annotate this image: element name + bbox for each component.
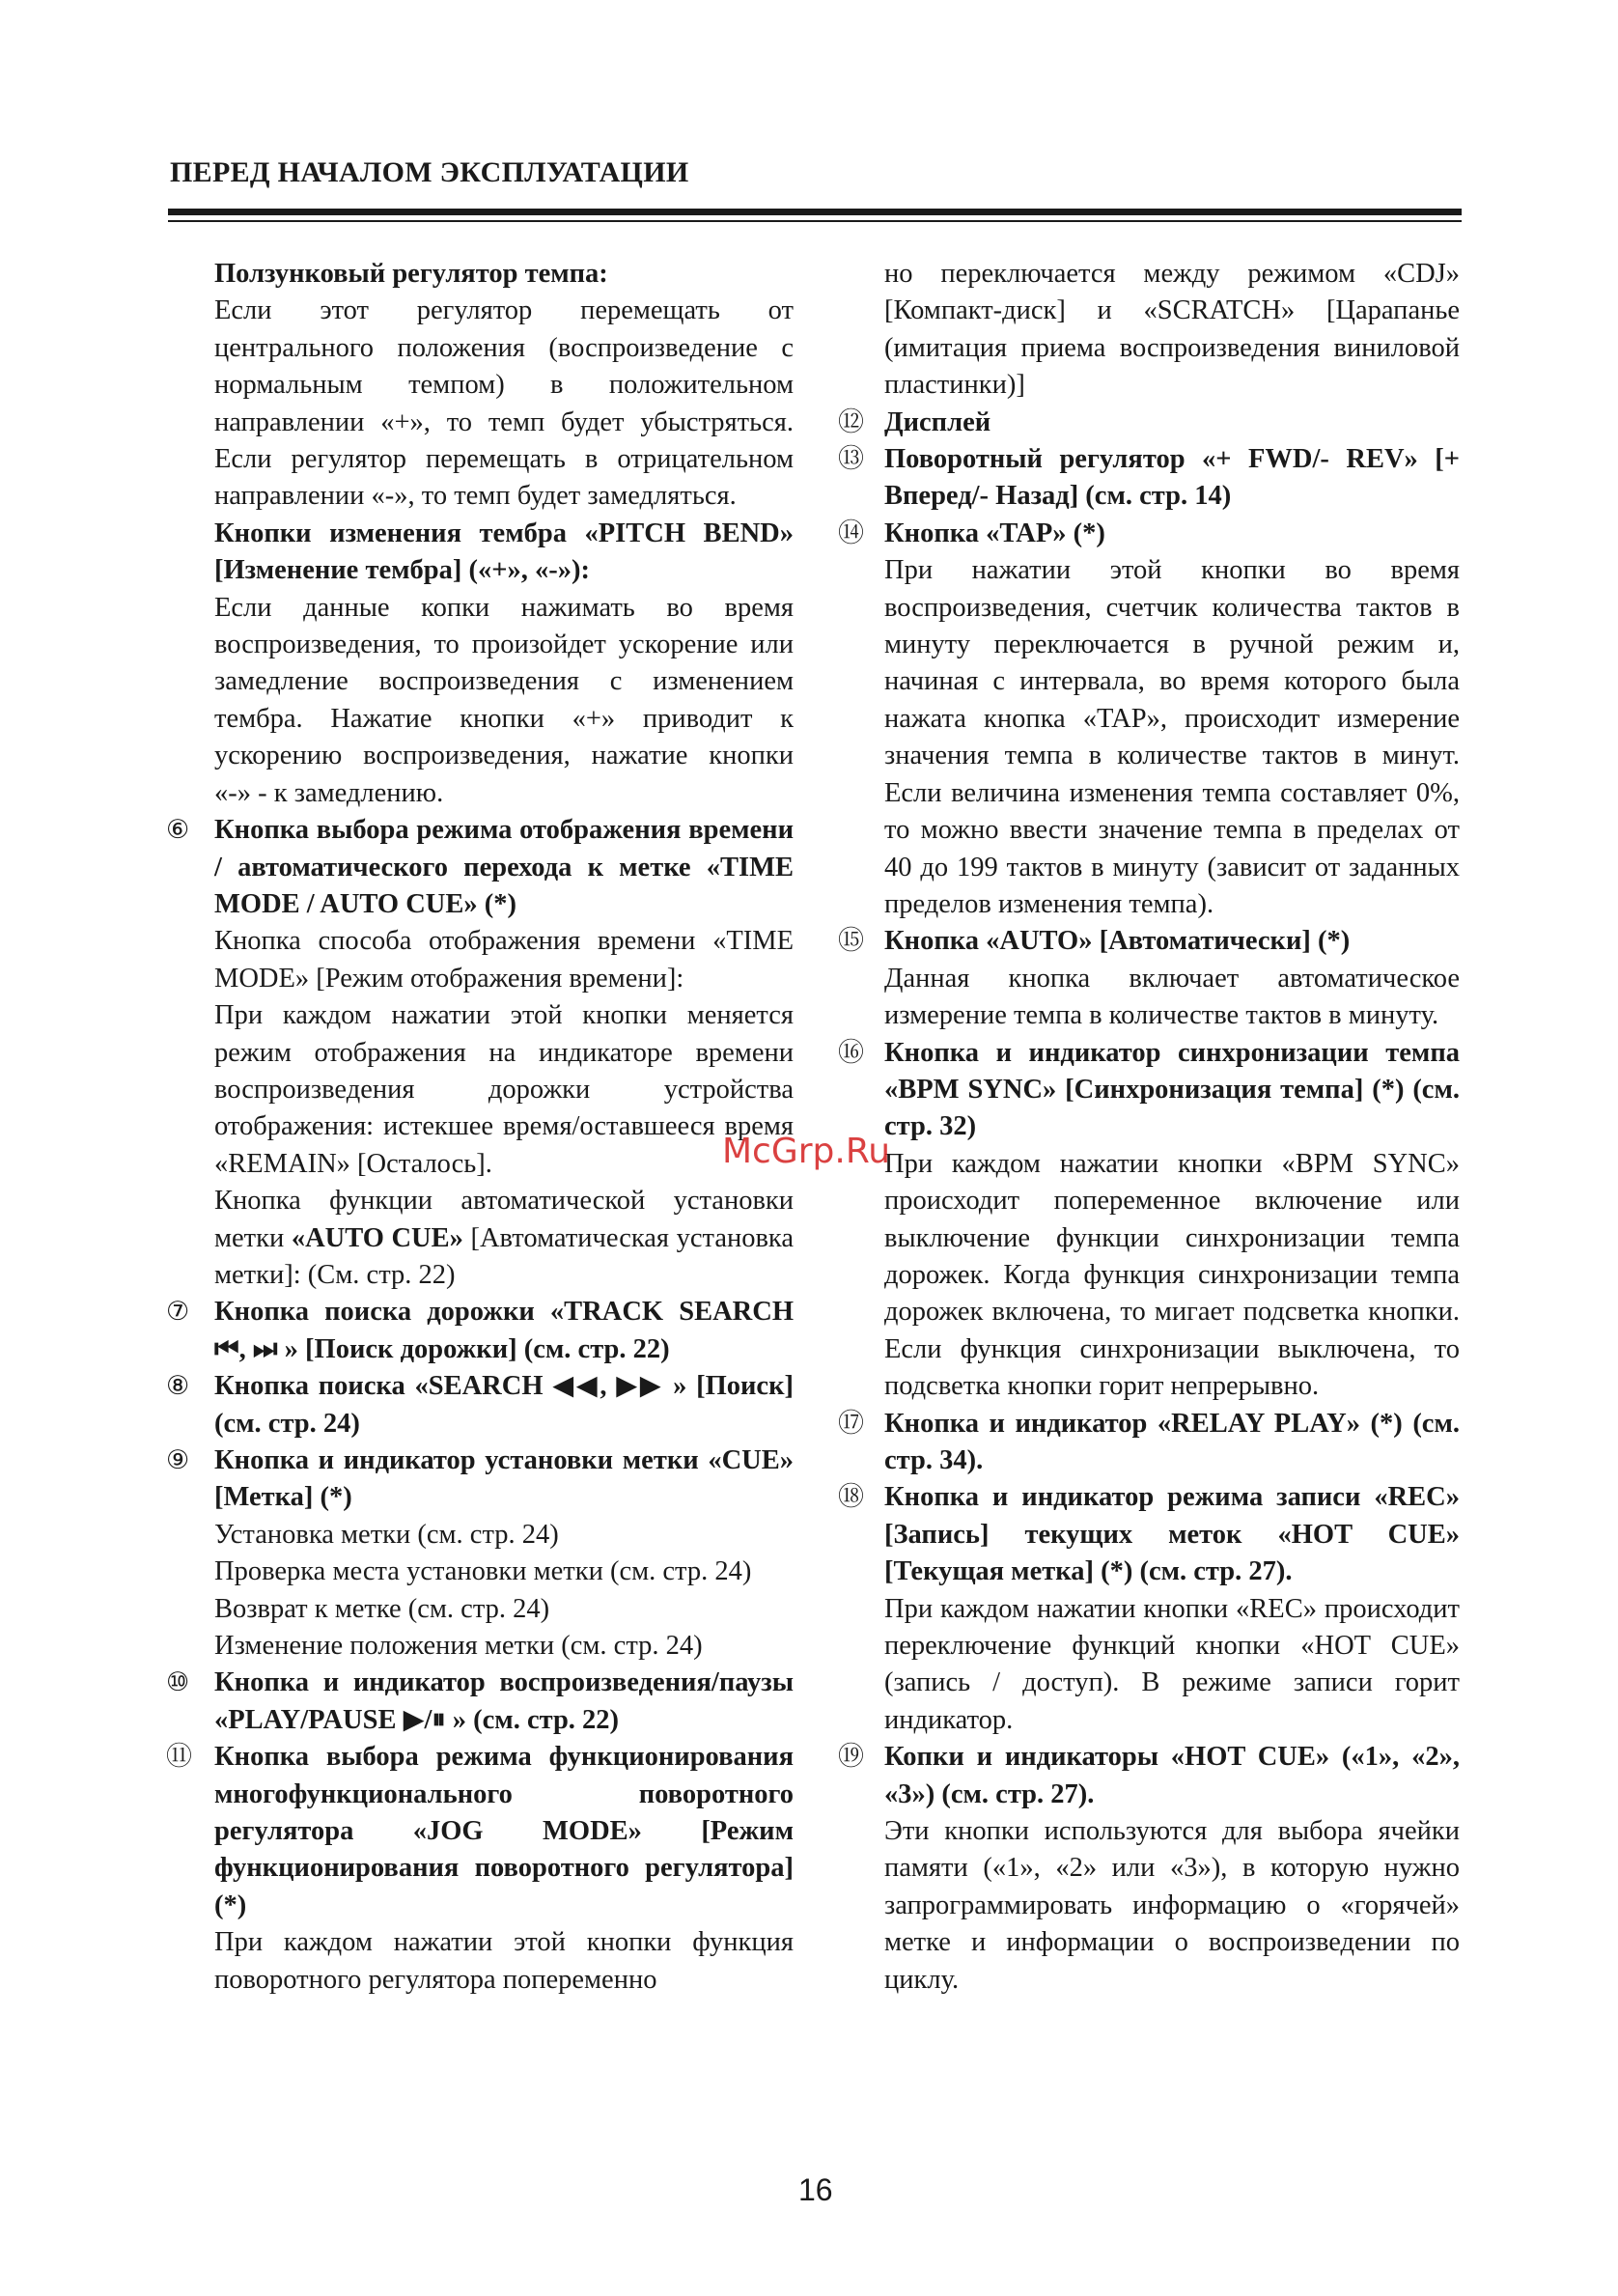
item-number: ⑱ xyxy=(838,1482,864,1513)
slider-text: Если этот регулятор перемещать от центрального положения (воспроизведение с нормальным темпом) в положительном направлении «+», то темп будет убыстряться. Если регулятор перемещать в отрицательном направлении «-», то темп будет замедляться. xyxy=(214,295,794,512)
item-heading: Кнопка поиска «SEARCH ◀◀, ▶▶ » [Поиск] (см. стр. 24) xyxy=(214,1371,794,1439)
item-heading: Кнопка и индикатор режима записи «REC» [Запись] текущих меток «HOT CUE» [Текущая метка] (*) (см. стр. 27). xyxy=(884,1482,1460,1587)
item-14 xyxy=(838,516,1460,923)
item-heading: Дисплей xyxy=(884,406,991,437)
header-rule-thick xyxy=(168,209,1462,215)
item-number: ⑲ xyxy=(838,1742,864,1773)
item-9 xyxy=(166,1442,794,1665)
item-number: ⑪ xyxy=(166,1742,192,1773)
item-text: При каждом нажатии кнопки «BPM SYNC» происходит попеременное включение или выключение функции синхронизации темпа дорожек. Когда функция синхронизации темпа дорожек включена, то мигает подсветка кнопки. Если функция синхронизации выключена, то подсветка кнопки горит непрерывно. xyxy=(884,1148,1460,1402)
item-heading: Поворотный регулятор «+ FWD/- REV» [+ Вперед/- Назад] (см. стр. 14) xyxy=(884,444,1460,512)
item-18 xyxy=(838,1479,1460,1739)
right-column xyxy=(838,256,1460,1999)
item-number: ⑯ xyxy=(838,1037,864,1068)
item-number: ⑰ xyxy=(838,1408,864,1439)
item-heading: Кнопка и индикатор синхронизации темпа «BPM SYNC» [Синхронизация темпа] (*) (см. стр. 32) xyxy=(884,1037,1460,1142)
item-text-part: Кнопка функции автоматической установки метки xyxy=(214,1186,794,1253)
left-column xyxy=(166,256,794,1999)
item-15 xyxy=(838,923,1460,1034)
item-heading: Кнопка поиска дорожки «TRACK SEARCH ⏮, ⏭ » [Поиск дорожки] (см. стр. 22) xyxy=(214,1297,794,1364)
item-text: При каждом нажатии этой кнопки функция поворотного регулятора попеременно xyxy=(214,1927,794,1995)
item-number: ⑫ xyxy=(838,406,864,437)
slider-heading: Ползунковый регулятор темпа: xyxy=(214,259,608,289)
item-8 xyxy=(166,1368,794,1442)
item-text: Данная кнопка включает автоматическое измерение темпа в количестве тактов в минуту. xyxy=(884,963,1460,1031)
item-text: Возврат к метке (см. стр. 24) xyxy=(214,1593,550,1624)
item-6 xyxy=(166,812,794,1294)
item-text: При каждом нажатии этой кнопки меняется режим отображения на индикаторе времени воспроизведения дорожки устройства отображения: истекшее время/оставшееся время «REMAIN» [Осталось]. xyxy=(214,1000,794,1179)
item-number: ⑦ xyxy=(166,1297,190,1328)
item-heading: Кнопка выбора режима отображения времени / автоматического перехода к метке «TIME MODE / AUTO CUE» (*) xyxy=(214,815,794,919)
item-text: При нажатии этой кнопки во время воспроизведения, счетчик количества тактов в минуту переключается в ручной режим и, начиная с интервала, во время которого была нажата кнопка «TAP», происходит измерение значения темпа в количестве тактов в минут. Если величина изменения темпа составляет 0%, то можно ввести значение темпа в пределах от 40 до 199 тактов в минуту (зависит от заданных пределов изменения темпа). xyxy=(884,555,1460,919)
item-heading: Кнопка «AUTO» [Автоматически] (*) xyxy=(884,926,1351,957)
item-number: ⑩ xyxy=(166,1667,190,1698)
item-13 xyxy=(838,441,1460,516)
item-text xyxy=(214,1183,794,1294)
item-number: ⑥ xyxy=(166,815,190,846)
item-7 xyxy=(166,1294,794,1368)
pitch-bend-text: Если данные копки нажимать во время воспроизведения, то произойдет ускорение или замедление воспроизведения с изменением тембра. Нажатие кнопки «+» приводит к ускорению воспроизведения, нажатие кнопки «-» - к замедлению. xyxy=(214,592,794,808)
page-number: 16 xyxy=(798,2172,833,2207)
item-text: Установка метки (см. стр. 24) xyxy=(214,1519,559,1550)
item-text-bold: «AUTO CUE» xyxy=(291,1222,463,1253)
header-rule-thin xyxy=(168,220,1462,222)
item-heading: Копки и индикаторы «HOT CUE» («1», «2», «3») (см. стр. 27). xyxy=(884,1742,1460,1809)
item-text: Изменение положения метки (см. стр. 24) xyxy=(214,1631,703,1662)
item-heading: Кнопка и индикатор воспроизведения/паузы «PLAY/PAUSE ▶/⏸ » (см. стр. 22) xyxy=(214,1667,794,1735)
item-text: Эти кнопки используются для выбора ячейки памяти («1», «2» или «3»), в которую нужно запрограммировать информацию о «горячей» метке и информации о воспроизведении по циклу. xyxy=(884,1816,1460,1995)
item-heading: Кнопка выбора режима функционирования многофункционального поворотного регулятора «JOG MODE» [Режим функционирования поворотного регулятора] (*) xyxy=(214,1742,794,1920)
item-number: ⑬ xyxy=(838,444,864,475)
item-19 xyxy=(838,1739,1460,1999)
item-10 xyxy=(166,1665,794,1739)
item-12 xyxy=(838,405,1460,441)
item-text-part: [Автоматическая установка метки]: (См. стр. 22) xyxy=(214,1222,794,1290)
item-number: ⑮ xyxy=(838,926,864,957)
watermark-text: McGrp.Ru xyxy=(722,1132,891,1171)
item-text: При каждом нажатии кнопки «REC» происходит переключение функций кнопки «HOT CUE» (запись / доступ). В режиме записи горит индикатор. xyxy=(884,1593,1460,1735)
item-text: Проверка места установки метки (см. стр. 24) xyxy=(214,1556,752,1587)
item-11 xyxy=(166,1739,794,1999)
item-16 xyxy=(838,1035,1460,1406)
item-heading: Кнопка «TAP» (*) xyxy=(884,518,1105,548)
pitch-bend-heading: Кнопки изменения тембра «PITCH BEND» [Изменение тембра] («+», «-»): xyxy=(214,518,794,586)
item-number: ⑭ xyxy=(838,518,864,548)
item-number: ⑧ xyxy=(166,1371,190,1402)
item-17 xyxy=(838,1406,1460,1480)
page-header-title: ПЕРЕД НАЧАЛОМ ЭКСПЛУАТАЦИИ xyxy=(170,156,689,188)
continued-text: но переключается между режимом «CDJ» [Компакт-диск] и «SCRATCH» [Царапанье (имитация приема воспроизведения виниловой пластинки)] xyxy=(884,259,1460,401)
item-heading: Кнопка и индикатор установки метки «CUE» [Метка] (*) xyxy=(214,1445,794,1513)
item-heading: Кнопка и индикатор «RELAY PLAY» (*) (см. стр. 34). xyxy=(884,1408,1460,1475)
item-number: ⑨ xyxy=(166,1445,190,1475)
item-text: Кнопка способа отображения времени «TIME MODE» [Режим отображения времени]: xyxy=(214,926,794,994)
